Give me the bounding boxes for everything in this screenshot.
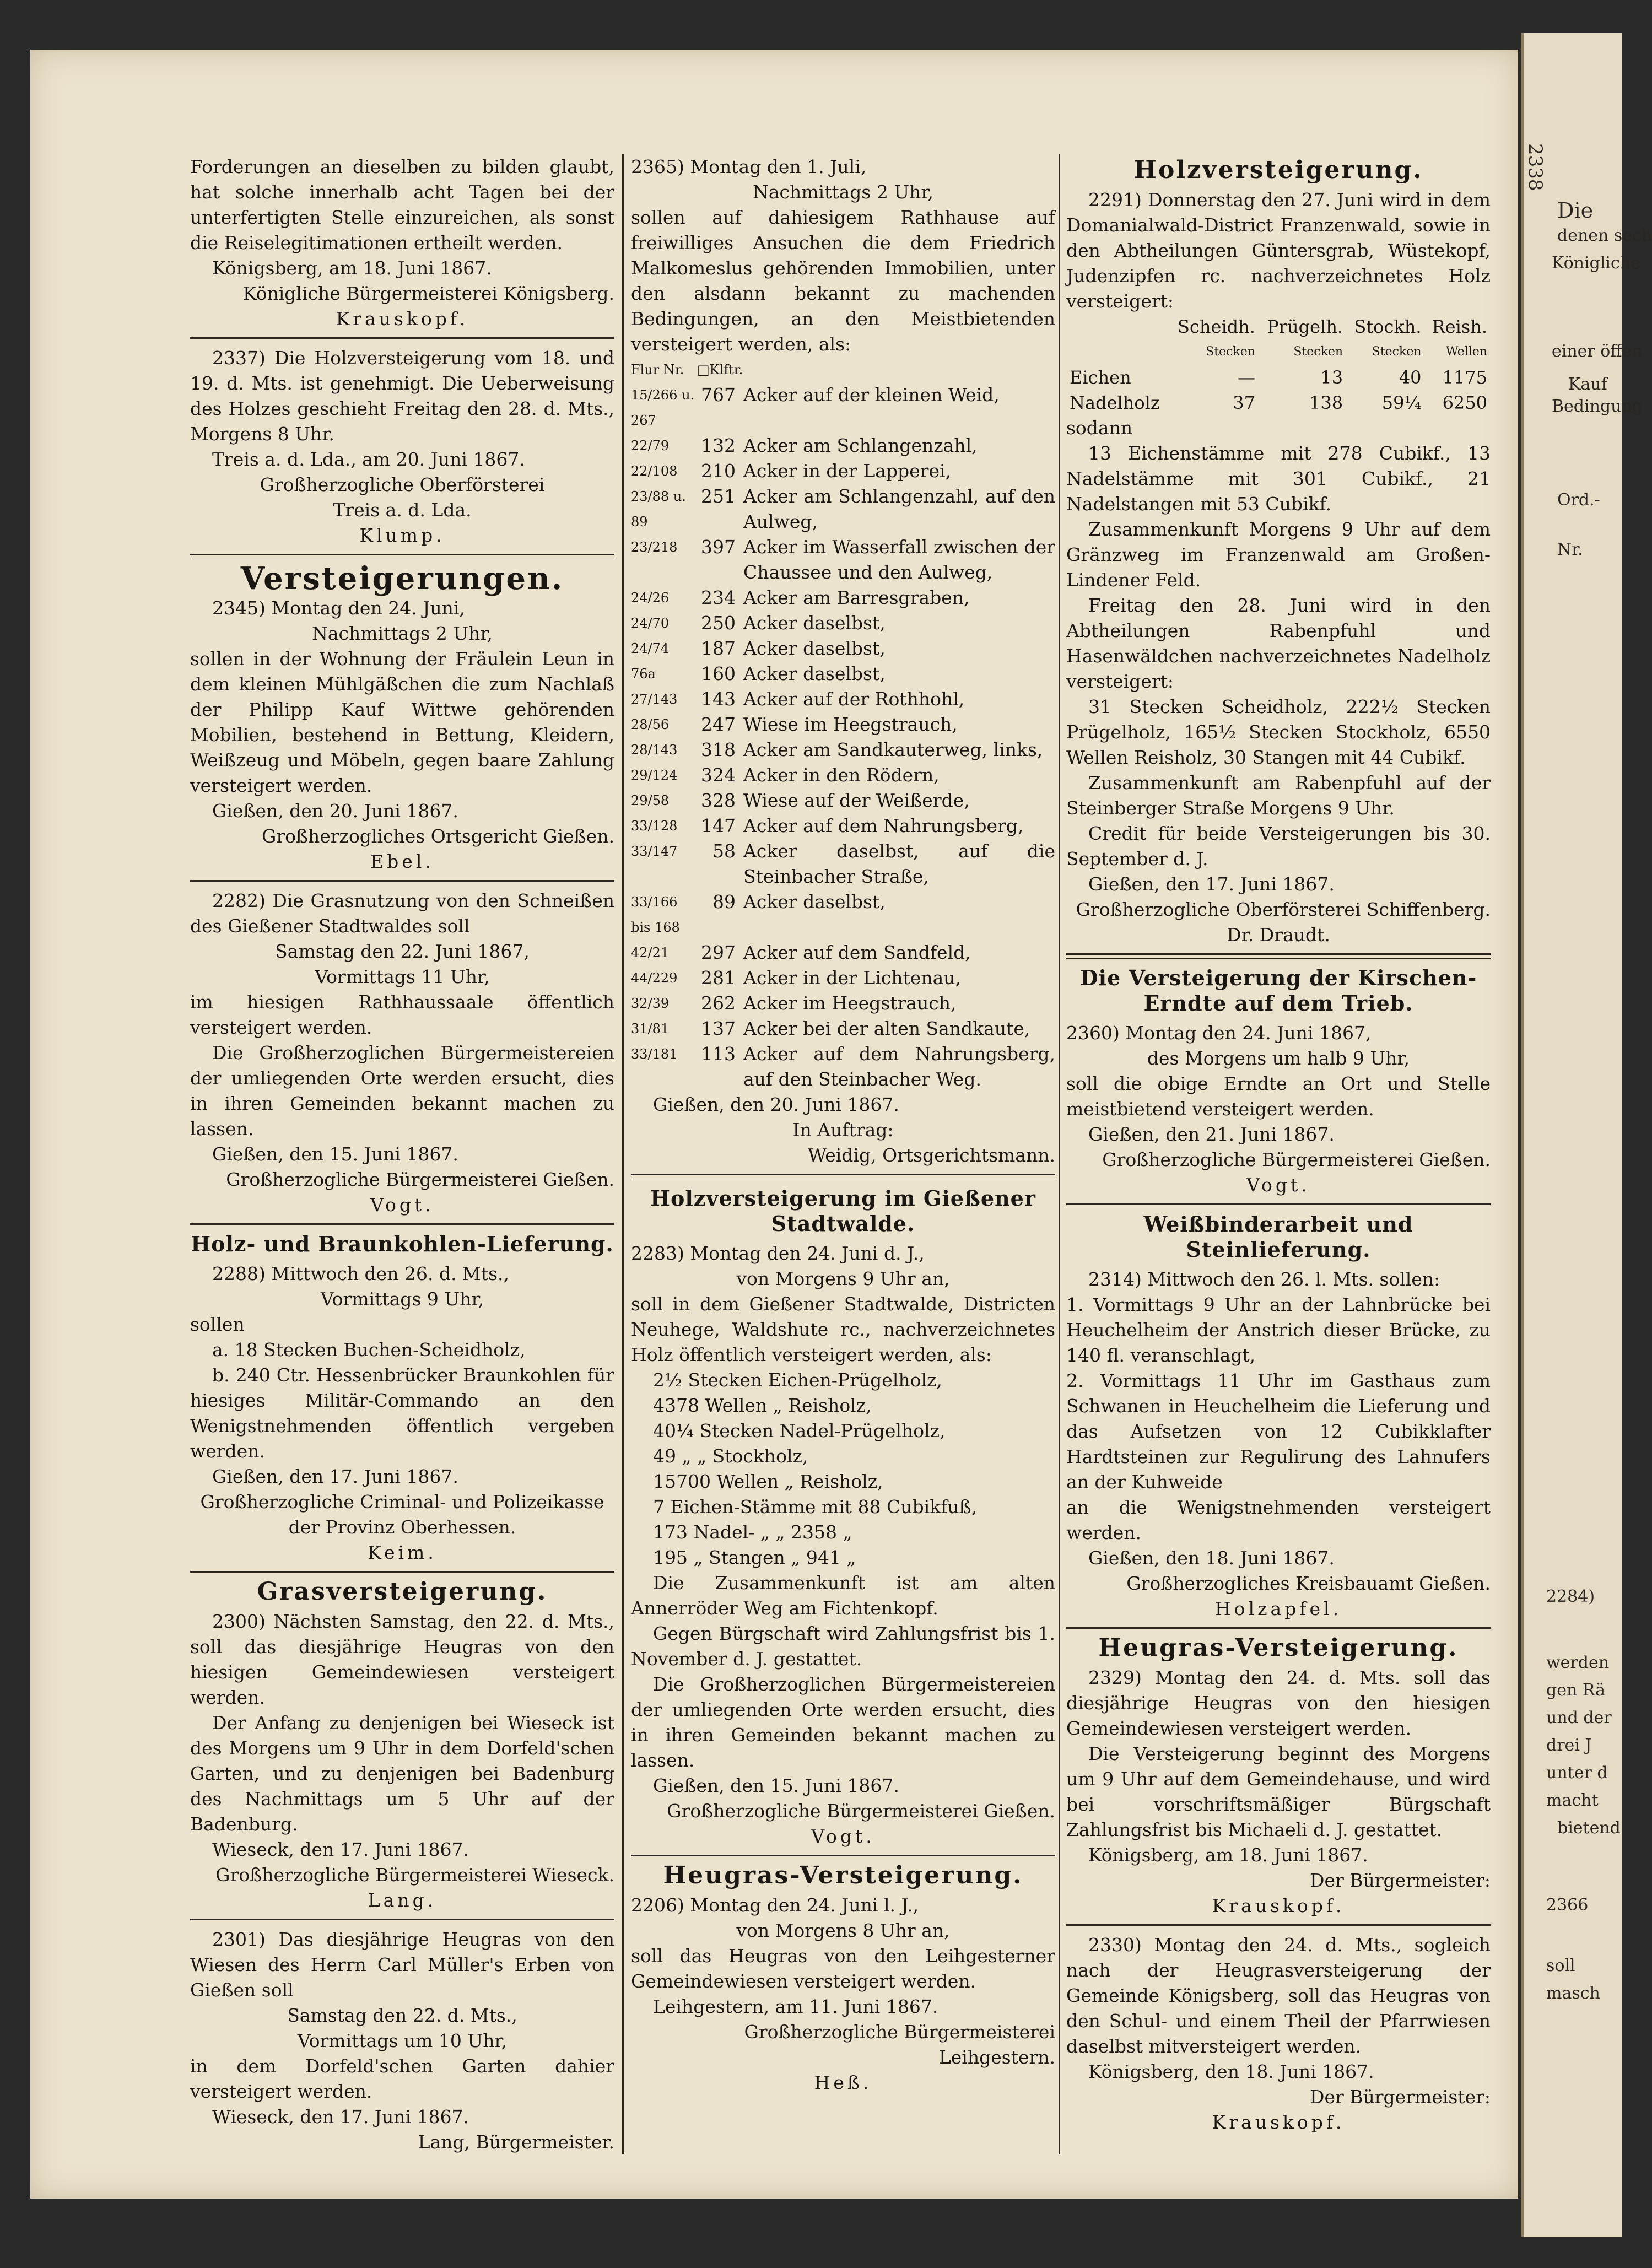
page-fragment: Ord.-	[1557, 490, 1600, 510]
plot-area: 147	[701, 815, 736, 836]
section-heading: Holzversteigerung im Gießener Stadtwalde.	[650, 1186, 1036, 1236]
plot-flur-number: 28/143	[631, 742, 678, 758]
notice-line: 2288) Mittwoch den 26. d. Mts.,	[212, 1263, 509, 1284]
wood-item: 49 „ „ Stockholz,	[653, 1445, 808, 1467]
page-fragment: Die	[1557, 198, 1594, 223]
divider	[190, 337, 614, 339]
plot-flur-number: 15/266 u. 267	[631, 387, 695, 428]
notice-authority: der Provinz Oberhessen.	[288, 1516, 516, 1538]
plot-description: Acker daselbst,	[743, 663, 886, 684]
page-fragment: soll	[1546, 1956, 1575, 1975]
notice-date: Gießen, den 20. Juni 1867.	[212, 800, 458, 822]
section-heading: Heugras-Versteigerung.	[1098, 1634, 1459, 1662]
plot-row	[631, 433, 1055, 458]
notice-text: Der Anfang zu denjenigen bei Wieseck ist des Morgens um 9 Uhr in dem Dorfeld'schen Garten, und zu denjenigen bei Badenburg des Nachmittags um 5 Uhr auf der Badenburg.	[190, 1712, 614, 1835]
plot-flur-number: 22/108	[631, 463, 678, 479]
notice-authority: Großherzogliches Kreisbauamt Gießen.	[1126, 1573, 1491, 1594]
divider	[190, 880, 614, 882]
notice-authority: Königliche Bürgermeisterei Königsberg.	[242, 283, 614, 304]
plot-area: 234	[701, 587, 736, 608]
table-cell: 6250	[1442, 392, 1487, 413]
notice-line: von Morgens 9 Uhr an,	[736, 1268, 950, 1289]
plot-flur-number: 24/70	[631, 615, 670, 631]
notice-2301	[190, 1927, 614, 2155]
plot-area: 58	[712, 840, 736, 862]
notice-line: 2345) Montag den 24. Juni,	[212, 597, 465, 619]
notice-text: im hiesigen Rathhaussaale öffentlich versteigert werden.	[190, 991, 614, 1038]
notice-text: 2300) Nächsten Samstag, den 22. d. Mts., soll das diesjährige Heugras von den hiesigen Gemeindewiesen versteigert werden.	[190, 1611, 614, 1708]
plot-area: 318	[701, 739, 736, 760]
plot-flur-number: 42/21	[631, 945, 670, 960]
plot-flur-number: 33/147	[631, 844, 678, 859]
notice-text: 2301) Das diesjährige Heugras von den Wiesen des Herrn Carl Müller's Erben von Gießen soll	[190, 1929, 614, 2001]
notice-authority: Großherzogliche Bürgermeisterei Gießen.	[667, 1800, 1055, 1822]
plot-description: Acker am Barresgraben,	[743, 587, 970, 608]
plot-description: Acker auf der Rothhohl,	[743, 688, 965, 710]
plot-description: Acker am Schlangenzahl, auf den Aulweg,	[743, 485, 1055, 532]
plot-row	[631, 484, 1055, 534]
header-klafter: □Klftr.	[697, 362, 743, 377]
table-cell: Nadelholz	[1070, 392, 1160, 413]
page-fragment: Kauf	[1568, 375, 1607, 394]
notice-date: Gießen, den 20. Juni 1867.	[653, 1094, 899, 1115]
divider	[1066, 953, 1491, 959]
table-header: Scheidh.	[1178, 316, 1255, 337]
notice-text: soll in dem Gießener Stadtwalde, Districten Neuhege, Waldshute rc., nachverzeichnetes Holz öffentlich versteigert werden, als:	[631, 1293, 1055, 1365]
notice-signature: Krauskopf.	[1212, 2112, 1345, 2133]
wood-item: 40¼ Stecken Nadel-Prügelholz,	[653, 1420, 946, 1441]
plot-description: Acker am Schlangenzahl,	[743, 435, 978, 456]
page-number: 2338	[1524, 143, 1546, 191]
list-item: a. 18 Stecken Buchen-Scheidholz,	[212, 1339, 526, 1360]
plot-row	[631, 813, 1055, 839]
wood-item: 2½ Stecken Eichen-Prügelholz,	[653, 1369, 942, 1391]
notice-signature: Weidig, Ortsgerichtsmann.	[808, 1144, 1055, 1166]
page-fragment: 2284)	[1546, 1587, 1595, 1606]
plot-flur-number: 76a	[631, 666, 656, 682]
plot-description: Acker daselbst,	[743, 891, 886, 912]
notice-text: soll die obige Erndte an Ort und Stelle meistbietend versteigert werden.	[1066, 1073, 1491, 1120]
wood-item: 4378 Wellen „ Reisholz,	[653, 1395, 872, 1416]
plot-area: 160	[701, 663, 736, 684]
plot-description: Acker in den Rödern,	[743, 764, 940, 786]
notice-date: Treis a. d. Lda., am 20. Juni 1867.	[212, 449, 525, 470]
notice-authority: Großherzogliche Bürgermeisterei Leihgestern.	[744, 2021, 1055, 2068]
column-rule	[1059, 154, 1060, 2154]
plot-flur-number: 32/39	[631, 996, 670, 1011]
plot-row	[631, 611, 1055, 636]
notice-text: Die Versteigerung beginnt des Morgens um 9 Uhr auf dem Gemeindehause, und wird bei vorschriftsmäßiger Bürgschaft Zahlungsfrist bis Michaeli d. J. gestattet.	[1066, 1743, 1491, 1840]
plot-description: Wiese auf der Weißerde,	[743, 790, 970, 811]
notice-signature: Ebel.	[370, 851, 434, 872]
divider	[190, 554, 614, 559]
section-heading: Versteigerungen.	[240, 560, 564, 597]
divider	[1066, 1924, 1491, 1926]
notice-authority: Großherzogliche Bürgermeisterei Gießen.	[1102, 1149, 1491, 1170]
divider	[190, 1571, 614, 1573]
plot-area: 281	[701, 967, 736, 989]
section-holzversteigerung-schiffenberg	[1066, 158, 1491, 948]
notice-line: des Morgens um halb 9 Uhr,	[1147, 1047, 1410, 1069]
column-3	[1066, 154, 1491, 2139]
notice-line: Vormittags 9 Uhr,	[320, 1288, 484, 1310]
table-cell: 59¼	[1381, 392, 1422, 413]
table-header-row	[1066, 314, 1491, 339]
notice-line: In Auftrag:	[792, 1119, 894, 1141]
plot-area: 250	[701, 612, 736, 634]
plot-flur-number: 29/58	[631, 793, 670, 808]
plot-description: Acker daselbst,	[743, 638, 886, 659]
section-holzversteigerung-stadtwald	[631, 1186, 1055, 1849]
table-subheader: Wellen	[1445, 345, 1487, 359]
notice-date: Gießen, den 21. Juni 1867.	[1088, 1124, 1335, 1145]
table-header	[1066, 314, 1169, 339]
plot-description: Acker auf dem Nahrungsberg,	[743, 815, 1024, 836]
notice-date: Königsberg, am 18. Juni 1867.	[212, 257, 492, 279]
table-row	[1066, 365, 1491, 390]
plot-area: 262	[701, 992, 736, 1014]
plot-area: 132	[701, 435, 736, 456]
notice-authority: Großherzogliche Criminal- und Polizeikasse	[200, 1491, 604, 1513]
plot-row	[631, 788, 1055, 813]
notice-text: Die Großherzoglichen Bürgermeistereien der umliegenden Orte werden ersucht, dies in ihren Gemeinden bekannt machen zu lassen.	[190, 1042, 614, 1140]
notice-signature: Vogt.	[1246, 1174, 1310, 1196]
plot-description: Acker daselbst, auf die Steinbacher Straße,	[743, 840, 1055, 887]
plot-row	[631, 687, 1055, 712]
notice-date: Gießen, den 17. Juni 1867.	[212, 1466, 458, 1487]
table-subheader-row	[1066, 339, 1491, 365]
plot-row	[631, 940, 1055, 965]
plot-row	[631, 839, 1055, 889]
notice-signature: Heß.	[814, 2072, 872, 2093]
plot-row	[631, 1041, 1055, 1092]
plot-description: Acker in der Lichtenau,	[743, 967, 961, 989]
next-page-edge	[1521, 33, 1652, 2237]
table-cell: 138	[1309, 392, 1343, 413]
divider	[631, 1174, 1055, 1179]
plot-flur-number: 44/229	[631, 970, 678, 986]
notice-text: 2330) Montag den 24. d. Mts., sogleich nach der Heugrasversteigerung der Gemeinde Königsberg, soll das Heugras von den Schul- und einem Theil der Pfarrwiesen daselbst mitversteigert werden.	[1066, 1934, 1491, 2057]
section-grasversteigerung	[190, 1579, 614, 1913]
plot-flur-number: 33/166 bis 168	[631, 894, 680, 935]
notice-text: Die Großherzoglichen Bürgermeistereien der umliegenden Orte werden ersucht, dies in ihren Gemeinden bekannt machen zu lassen.	[631, 1673, 1055, 1771]
table-cell: —	[1237, 367, 1255, 388]
notice-date: Leihgestern, am 11. Juni 1867.	[653, 1996, 938, 2017]
notice-authority: Großherzogliches Ortsgericht Gießen.	[261, 825, 614, 847]
newspaper-page	[30, 50, 1518, 2199]
notice-2365	[631, 154, 1055, 1168]
plot-area: 297	[701, 942, 736, 963]
list-item: 1. Vormittags 9 Uhr an der Lahnbrücke bei Heuchelheim der Anstrich dieser Brücke, zu 140 fl. veranschlagt,	[1066, 1294, 1491, 1366]
page-fragment: Bedingung	[1552, 397, 1643, 416]
notice-line: 2314) Mittwoch den 26. l. Mts. sollen:	[1088, 1268, 1440, 1290]
plot-flur-number: 29/124	[631, 768, 678, 783]
notice-authority: Treis a. d. Lda.	[333, 499, 472, 521]
notice-line: sodann	[1066, 417, 1133, 439]
plot-row	[631, 458, 1055, 484]
section-heugras-koenigsberg	[1066, 1635, 1491, 1919]
notice-text: an die Wenigstnehmenden versteigert werden.	[1066, 1497, 1491, 1543]
divider	[190, 1223, 614, 1225]
notice-authority: Der Bürgermeister:	[1310, 1870, 1491, 1891]
plot-area: 324	[701, 764, 736, 786]
notice-text: Credit für beide Versteigerungen bis 30. September d. J.	[1066, 823, 1491, 870]
wood-item: 173 Nadel- „ „ 2358 „	[653, 1521, 852, 1543]
page-fragment: denen sech	[1557, 226, 1652, 245]
notice-line: Vormittags um 10 Uhr,	[297, 2030, 508, 2051]
table-cell: Eichen	[1070, 367, 1131, 388]
notice-text: sollen in der Wohnung der Fräulein Leun in dem kleinen Mühlgäßchen die zum Nachlaß der Philipp Kauf Wittwe gehörenden Mobilien, bestehend in Bettung, Kleidern, Weißzeug und Möbeln, gegen baare Zahlung versteigert werden.	[190, 648, 614, 796]
plot-flur-number: 28/56	[631, 717, 670, 732]
list-item: 2. Vormittags 11 Uhr im Gasthaus zum Schwanen in Heuchelheim die Lieferung und das Aufsetzen von 12 Cubikklafter Hardtsteinen zur Regulirung des Lahnufers an der Kuhweide	[1066, 1370, 1491, 1493]
wood-table	[1066, 314, 1491, 415]
notice-date: Gießen, den 15. Juni 1867.	[212, 1143, 458, 1165]
plot-flur-number: 24/74	[631, 641, 670, 656]
notice-date: Königsberg, am 18. Juni 1867.	[1088, 1844, 1368, 1866]
table-subheader: Stecken	[1206, 345, 1255, 359]
plot-row	[631, 1016, 1055, 1041]
notice-text: 31 Stecken Scheidholz, 222½ Stecken Prügelholz, 165½ Stecken Stockholz, 6550 Wellen Reisholz, 30 Stangen mit 44 Cubikf.	[1066, 696, 1491, 768]
column-rule	[622, 154, 624, 2154]
plot-area: 143	[701, 688, 736, 710]
notice-text: Zusammenkunft am Rabenpfuhl auf der Steinberger Straße Morgens 9 Uhr.	[1066, 772, 1491, 819]
section-holz-braunkohlen	[190, 1232, 614, 1565]
page-fragment: Nr.	[1557, 540, 1583, 559]
table-cell: 40	[1399, 367, 1422, 388]
plot-row	[631, 889, 1055, 940]
notice-line: 2360) Montag den 24. Juni 1867,	[1066, 1022, 1372, 1044]
table-cell: 1175	[1442, 367, 1487, 388]
section-heading: Grasversteigerung.	[257, 1578, 548, 1606]
section-weissbinderarbeit	[1066, 1212, 1491, 1622]
notice-line: Vormittags 11 Uhr,	[315, 966, 490, 987]
table-subheader: Stecken	[1372, 345, 1422, 359]
plot-area: 187	[701, 638, 736, 659]
notice-date: Königsberg, den 18. Juni 1867.	[1088, 2061, 1374, 2082]
notice-text: soll das Heugras von den Leihgesterner Gemeindewiesen versteigert werden.	[631, 1945, 1055, 1992]
page-fragment: einer öffen	[1552, 342, 1643, 361]
notice-authority: Großherzogliche Oberförsterei Schiffenberg.	[1076, 899, 1491, 920]
plot-flur-number: 23/218	[631, 539, 678, 555]
plot-flur-number: 27/143	[631, 692, 678, 707]
notice-text: Zusammenkunft Morgens 9 Uhr auf dem Gränzweg im Franzenwald am Großen-Lindener Feld.	[1066, 519, 1491, 591]
notice-signature: Lang, Bürgermeister.	[418, 2131, 614, 2153]
header-flur: Flur Nr.	[631, 362, 684, 377]
divider	[631, 1855, 1055, 1856]
page-fragment: masch	[1546, 1984, 1600, 2003]
wood-list	[631, 1368, 1055, 1570]
plot-flur-number: 31/81	[631, 1021, 670, 1036]
notice-line: Samstag den 22. Juni 1867,	[275, 941, 530, 962]
plot-area: 210	[701, 460, 736, 482]
wood-item: 195 „ Stangen „ 941 „	[653, 1547, 856, 1568]
section-heading: Holz- und Braunkohlen-Lieferung.	[191, 1232, 614, 1256]
notice-text: Freitag den 28. Juni wird in den Abtheilungen Rabenpfuhl und Hasenwäldchen nachverzeichnetes Nadelholz versteigert:	[1066, 595, 1491, 692]
notice-text: Gegen Bürgschaft wird Zahlungsfrist bis 1. November d. J. gestattet.	[631, 1623, 1055, 1670]
plot-description: Acker auf der kleinen Weid,	[743, 384, 1000, 406]
table-cell: 13	[1320, 367, 1343, 388]
page-fragment: unter d	[1546, 1763, 1608, 1783]
page-fragment: bietend	[1557, 1818, 1621, 1838]
page-fragment: und der	[1546, 1708, 1612, 1727]
section-kirschen-erndte	[1066, 965, 1491, 1198]
notice-authority: Großherzogliche Oberförsterei	[260, 474, 545, 495]
plot-flur-number: 22/79	[631, 438, 670, 453]
notice-text: 13 Eichenstämme mit 278 Cubikf., 13 Nadelstämme mit 301 Cubikf., 21 Nadelstangen mit 53 Cubikf.	[1066, 442, 1491, 515]
notice-continued	[190, 154, 614, 332]
notice-line: sollen	[190, 1314, 245, 1335]
table-subheader	[1066, 339, 1169, 365]
section-versteigerungen	[190, 560, 614, 874]
notice-signature: Krauskopf.	[336, 308, 469, 330]
plot-row	[631, 636, 1055, 661]
plot-row	[631, 585, 1055, 611]
notice-signature: Klump.	[359, 525, 445, 546]
notice-signature: Dr. Draudt.	[1227, 924, 1330, 946]
notice-date: Gießen, den 17. Juni 1867.	[1088, 873, 1335, 895]
plot-area: 251	[701, 485, 736, 507]
table-header: Reish.	[1432, 316, 1487, 337]
table-subheader: Stecken	[1293, 345, 1343, 359]
notice-date: Wieseck, den 17. Juni 1867.	[212, 2106, 469, 2127]
plot-area: 247	[701, 714, 736, 735]
table-header: Prügelh.	[1267, 316, 1343, 337]
section-heading: Weißbinderarbeit und Steinlieferung.	[1143, 1212, 1413, 1262]
plot-description: Acker in der Lapperei,	[743, 460, 952, 482]
notice-text: 2282) Die Grasnutzung von den Schneißen des Gießener Stadtwaldes soll	[190, 890, 614, 937]
notice-text: 2329) Montag den 24. d. Mts. soll das diesjährige Heugras von den hiesigen Gemeindewiesen versteigert werden.	[1066, 1667, 1491, 1739]
plot-area: 397	[701, 536, 736, 558]
notice-signature: Lang.	[368, 1889, 437, 1911]
page-fragment: gen Rä	[1546, 1681, 1605, 1700]
plot-row	[631, 991, 1055, 1016]
notice-line: Nachmittags 2 Uhr,	[752, 181, 934, 203]
plot-description: Acker auf dem Sandfeld,	[743, 942, 971, 963]
wood-item: 7 Eichen-Stämme mit 88 Cubikfuß,	[653, 1496, 978, 1518]
table-header: Stockh.	[1354, 316, 1422, 337]
plot-area: 137	[701, 1018, 736, 1039]
section-heugras-leihgestern	[631, 1863, 1055, 2096]
page-fragment: macht	[1546, 1791, 1599, 1810]
table-cell: 37	[1233, 392, 1255, 413]
plot-description: Acker daselbst,	[743, 612, 886, 634]
notice-signature: Keim.	[368, 1542, 437, 1563]
notice-line: von Morgens 8 Uhr an,	[736, 1920, 950, 1941]
plot-description: Wiese im Heegstrauch,	[743, 714, 958, 735]
divider	[190, 1919, 614, 1920]
plot-area: 328	[701, 790, 736, 811]
page-fragment: Königliche	[1552, 253, 1640, 273]
section-heading: Holzversteigerung.	[1133, 156, 1423, 184]
notice-text: Die Zusammenkunft ist am alten Annerröder Weg am Fichtenkopf.	[631, 1572, 1055, 1619]
plot-description: Acker bei der alten Sandkaute,	[743, 1018, 1030, 1039]
notice-authority: Großherzogliche Bürgermeisterei Wieseck.	[215, 1864, 614, 1886]
notice-authority: Der Bürgermeister:	[1310, 2086, 1491, 2108]
plot-area: 113	[701, 1043, 736, 1065]
notice-text: in dem Dorfeld'schen Garten dahier versteigert werden.	[190, 2055, 614, 2102]
notice-signature: Vogt.	[811, 1826, 875, 1847]
plot-row	[631, 661, 1055, 687]
plot-area: 767	[701, 384, 736, 406]
notice-line: Nachmittags 2 Uhr,	[311, 623, 493, 644]
plot-row	[631, 763, 1055, 788]
plot-description: Acker im Heegstrauch,	[743, 992, 957, 1014]
plot-description: Acker auf dem Nahrungsberg, auf den Steinbacher Weg.	[743, 1043, 1055, 1090]
list-item: b. 240 Ctr. Hessenbrücker Braunkohlen für hiesiges Militär-Commando an den Wenigstnehmenden öffentlich vergeben werden.	[190, 1364, 614, 1462]
table-row	[1066, 390, 1491, 415]
column-1	[190, 154, 614, 2158]
notice-date: Gießen, den 18. Juni 1867.	[1088, 1547, 1335, 1569]
page-fragment: 2366	[1546, 1896, 1589, 1915]
notice-2330	[1066, 1932, 1491, 2135]
notice-line: 2206) Montag den 24. Juni l. J.,	[631, 1894, 919, 1916]
plot-flur-number: 23/88 u. 89	[631, 489, 686, 530]
notice-authority: Großherzogliche Bürgermeisterei Gießen.	[226, 1169, 614, 1190]
plot-row	[631, 382, 1055, 433]
notice-line: 2365) Montag den 1. Juli,	[631, 156, 867, 177]
column-2	[631, 154, 1055, 2099]
plot-row	[631, 737, 1055, 763]
section-heading: Heugras-Versteigerung.	[663, 1861, 1023, 1889]
notice-signature: Vogt.	[370, 1194, 434, 1216]
page-fragment: werden	[1546, 1653, 1610, 1672]
divider	[1066, 1627, 1491, 1629]
section-heading: Die Versteigerung der Kirschen-Erndte auf dem Trieb.	[1079, 965, 1477, 1016]
divider	[1066, 1203, 1491, 1205]
wood-item: 15700 Wellen „ Reisholz,	[653, 1471, 883, 1492]
plot-row	[631, 965, 1055, 991]
plot-list	[631, 382, 1055, 1092]
notice-line: Samstag den 22. d. Mts.,	[287, 2005, 517, 2026]
plot-description: Acker am Sandkauterweg, links,	[743, 739, 1043, 760]
notice-2337	[190, 345, 614, 548]
notice-signature: Krauskopf.	[1212, 1895, 1345, 1916]
notice-signature: Holzapfel.	[1214, 1598, 1342, 1619]
plot-area: 89	[712, 891, 736, 912]
notice-2282	[190, 888, 614, 1218]
notice-line: 2283) Montag den 24. Juni d. J.,	[631, 1243, 925, 1264]
plot-table-header	[631, 357, 1055, 382]
notice-date: Wieseck, den 17. Juni 1867.	[212, 1839, 469, 1860]
notice-text: 2337) Die Holzversteigerung vom 18. und 19. d. Mts. ist genehmigt. Die Ueberweisung des Holzes geschieht Freitag den 28. d. Mts., Morgens 8 Uhr.	[190, 347, 614, 445]
plot-description: Acker im Wasserfall zwischen der Chaussee und den Aulweg,	[743, 536, 1055, 583]
notice-text: 2291) Donnerstag den 27. Juni wird in dem Domanialwald-District Franzenwald, sowie in den Abtheilungen Güntersgrab, Wüstekopf, Judenzipfen rc. nachverzeichnetes Holz versteigert:	[1066, 189, 1491, 312]
notice-text: Forderungen an dieselben zu bilden glaubt, hat solche innerhalb acht Tagen bei der unterfertigten Stelle einzureichen, als sonst die Reiselegitimationen ertheilt werden.	[190, 156, 614, 253]
plot-flur-number: 33/128	[631, 818, 678, 834]
notice-text: sollen auf dahiesigem Rathhause auf freiwilliges Ansuchen die dem Friedrich Malkomeslus gehörenden Immobilien, unter den alsdann bekannt zu machenden Bedingungen, an den Meistbietenden versteigert werden, als:	[631, 207, 1055, 355]
plot-flur-number: 33/181	[631, 1046, 678, 1062]
notice-date: Gießen, den 15. Juni 1867.	[653, 1775, 899, 1796]
plot-row	[631, 712, 1055, 737]
plot-row	[631, 534, 1055, 585]
page-fragment: drei J	[1546, 1736, 1592, 1755]
plot-flur-number: 24/26	[631, 590, 670, 606]
